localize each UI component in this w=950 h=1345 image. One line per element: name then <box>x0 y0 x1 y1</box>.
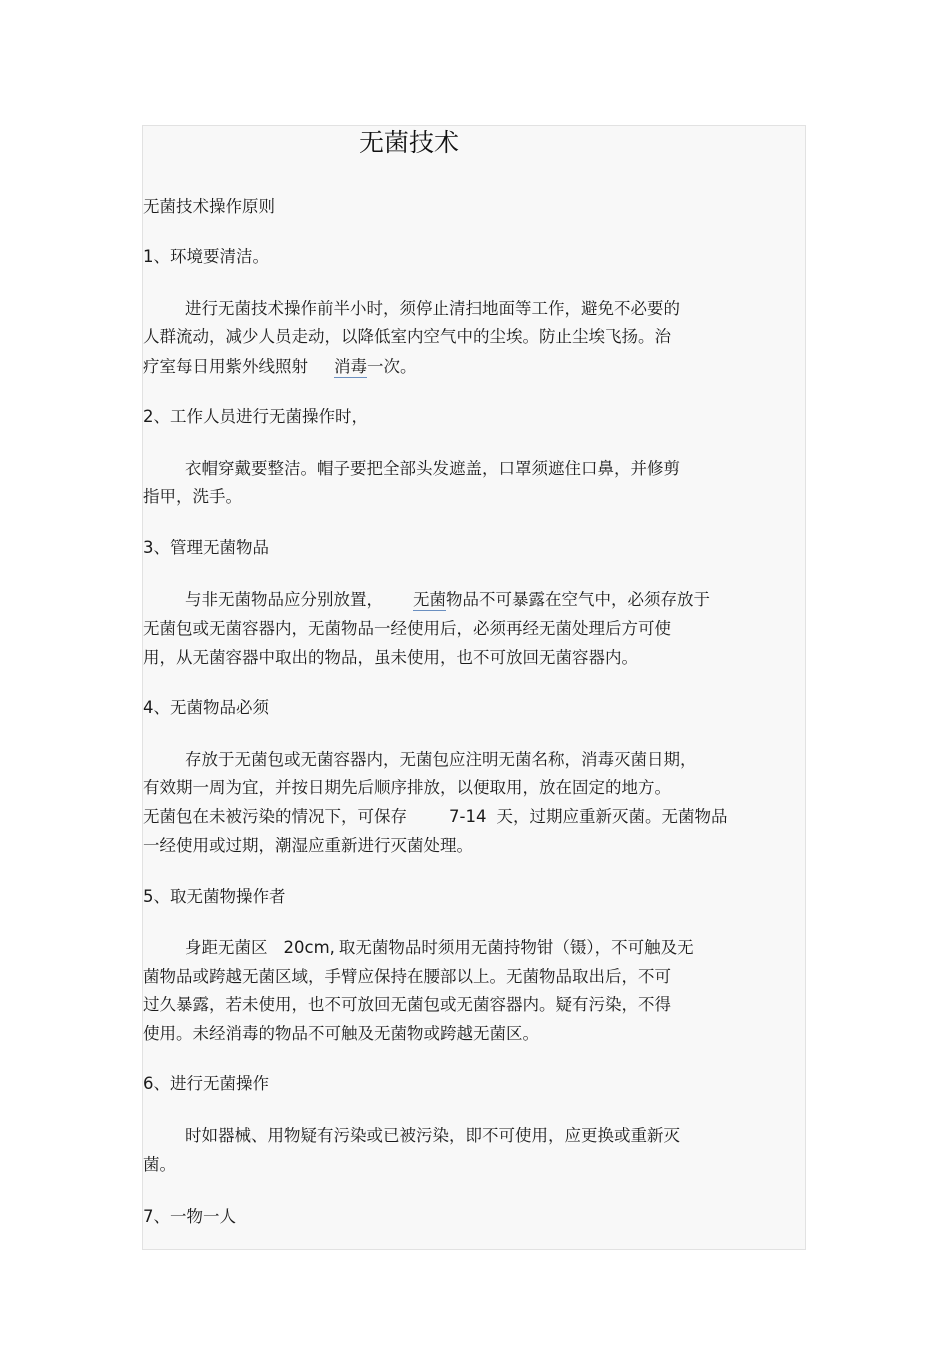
para-3-line-2: 无菌包或无菌容器内，无菌物品一经使用后，必须再经无菌处理后方可使 <box>143 619 671 638</box>
para-5-line-1 <box>185 937 694 959</box>
para-1-line-3-text-b: 一次。 <box>367 357 417 376</box>
page-title: 无菌技术 <box>359 128 460 157</box>
para-4-line-3-text-a: 无菌包在未被污染的情况下，可保存 <box>143 807 407 826</box>
para-6-line-1: 时如器械、用物疑有污染或已被污染，即不可使用，应更换或重新灭 <box>185 1126 680 1145</box>
para-3-line-1-text-a: 与非无菌物品应分别放置， <box>185 590 383 609</box>
disinfect-link[interactable]: 消毒 <box>334 357 367 376</box>
para-1-line-2: 人群流动，减少人员走动，以降低室内空气中的尘埃。防止尘埃飞扬。治 <box>143 327 671 346</box>
para-6-line-2: 菌。 <box>143 1155 176 1174</box>
para-1-line-3-text-a: 疗室每日用紫外线照射 <box>143 357 308 376</box>
storage-days: 7-14 <box>449 807 487 826</box>
para-4-line-4: 一经使用或过期，潮湿应重新进行灭菌处理。 <box>143 836 473 855</box>
distance-value: 20cm, <box>283 938 335 957</box>
para-4-line-2: 有效期一周为宜，并按日期先后顺序排放，以便取用，放在固定的地方。 <box>143 778 671 797</box>
para-2-line-1: 衣帽穿戴要整洁。帽子要把全部头发遮盖，口罩须遮住口鼻，并修剪 <box>185 459 680 478</box>
para-3-line-3: 用，从无菌容器中取出的物品，虽未使用，也不可放回无菌容器内。 <box>143 648 638 667</box>
heading-6: 6、进行无菌操作 <box>143 1074 269 1093</box>
sterile-link[interactable]: 无菌 <box>413 590 446 609</box>
para-1-line-3 <box>143 356 417 378</box>
para-4-line-3 <box>143 806 727 828</box>
para-3-line-1-text-b: 物品不可暴露在空气中，必须存放于 <box>446 590 710 609</box>
heading-4: 4、无菌物品必须 <box>143 698 269 717</box>
para-4-line-3-text-c: 天，过期应重新灭菌。无菌物品 <box>496 807 728 826</box>
heading-1: 1、环境要清洁。 <box>143 247 269 266</box>
para-5-line-1-text-a: 身距无菌区 <box>185 938 268 957</box>
para-4-line-1: 存放于无菌包或无菌容器内，无菌包应注明无菌名称，消毒灭菌日期， <box>185 750 697 769</box>
para-5-line-1-text-c: 取无菌物品时须用无菌持物钳（镊），不可触及无 <box>338 938 694 957</box>
heading-3: 3、管理无菌物品 <box>143 538 269 557</box>
heading-5: 5、取无菌物操作者 <box>143 887 286 906</box>
para-5-line-3: 过久暴露，若未使用，也不可放回无菌包或无菌容器内。疑有污染，不得 <box>143 995 671 1014</box>
para-2-line-2: 指甲，洗手。 <box>143 487 242 506</box>
para-3-line-1 <box>185 589 710 611</box>
para-5-line-4: 使用。未经消毒的物品不可触及无菌物或跨越无菌区。 <box>143 1024 539 1043</box>
section-heading: 无菌技术操作原则 <box>143 197 275 216</box>
para-5-line-2: 菌物品或跨越无菌区域，手臂应保持在腰部以上。无菌物品取出后，不可 <box>143 967 671 986</box>
heading-7: 7、一物一人 <box>143 1207 236 1226</box>
heading-2: 2、工作人员进行无菌操作时， <box>143 407 368 426</box>
para-1-line-1: 进行无菌技术操作前半小时，须停止清扫地面等工作，避免不必要的 <box>185 299 680 318</box>
document-page <box>142 125 806 1250</box>
